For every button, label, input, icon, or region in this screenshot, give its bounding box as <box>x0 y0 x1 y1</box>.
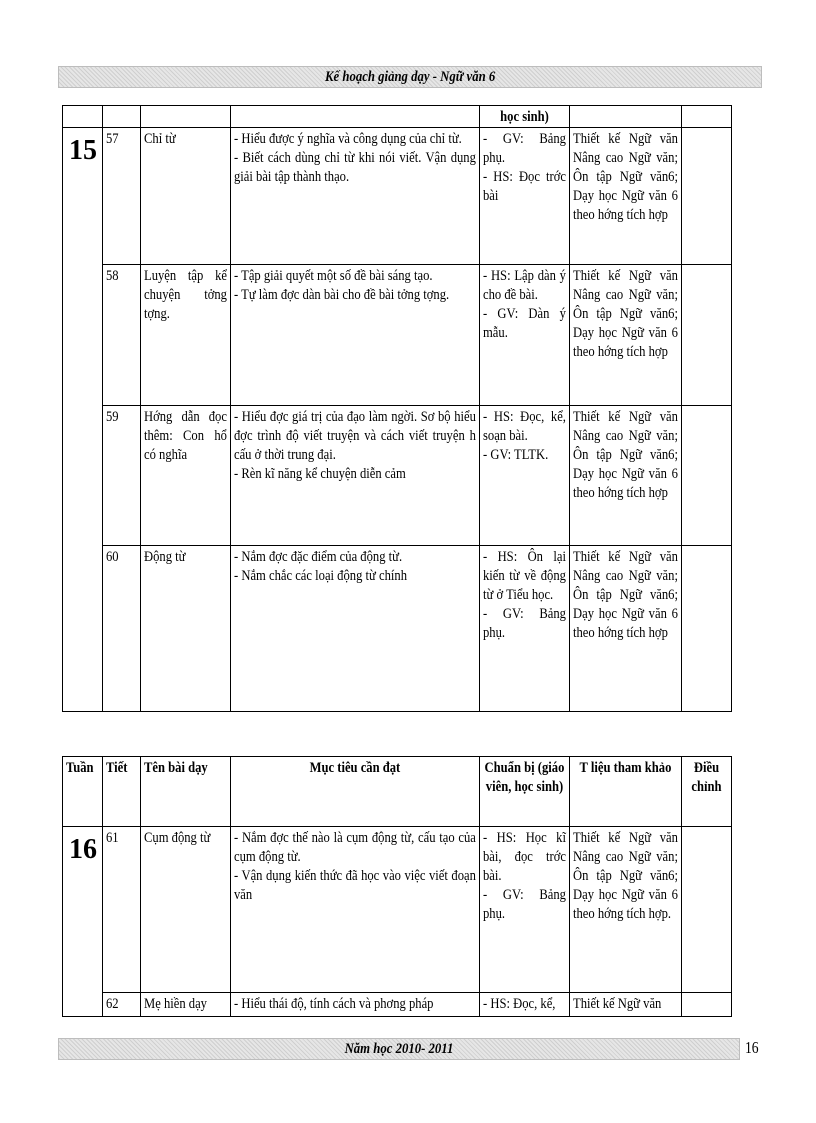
lesson-title: Mẹ hiền dạy <box>144 996 207 1012</box>
lesson-objectives: - Hiểu thái độ, tính cách và phơng pháp <box>234 996 434 1012</box>
lesson-title: Chỉ từ <box>144 131 176 147</box>
table-row <box>63 827 732 993</box>
lesson-preparation: - HS: Đọc, kể, soạn bài. - GV: TLTK. <box>483 409 566 463</box>
reference-materials: Thiết kế Ngữ văn Nâng cao Ngữ văn; Ôn tập Ngữ văn6; Dạy học Ngữ văn 6 theo hớng tích hợp <box>573 268 678 360</box>
lesson-preparation: - HS: Đọc, kể, <box>483 996 556 1012</box>
lesson-plan-table-week-15 <box>62 105 732 712</box>
footer-school-year: Năm học 2010- 2011 <box>344 1040 454 1057</box>
lesson-objectives: - Hiểu được ý nghĩa và công dụng của chỉ từ. - Biết cách dùng chỉ từ khi nói viết. Vận dụng giải bài tập thành thạo. <box>234 131 476 185</box>
page-footer-band <box>58 1038 740 1060</box>
page-number: 16 <box>745 1038 759 1057</box>
week-number: 15 <box>69 135 97 166</box>
period-number: 58 <box>106 268 119 284</box>
lesson-title: Động từ <box>144 549 186 565</box>
table-row <box>63 128 732 265</box>
lesson-title: Cụm động từ <box>144 830 211 846</box>
column-header-objectives: Mục tiêu cần đạt <box>309 760 401 776</box>
lesson-objectives: - Nắm đợc thế nào là cụm động từ, cấu tạo của cụm động từ. - Vận dụng kiến thức đã học vào việc viết đoạn văn <box>234 830 476 903</box>
lesson-preparation: - GV: Bảng phụ. - HS: Đọc trớc bài <box>483 131 566 204</box>
lesson-objectives: - Nắm đợc đặc điểm của động từ. - Nắm chắc các loại động từ chính <box>234 549 408 584</box>
column-header-references: T liệu tham khảo <box>579 760 672 776</box>
lesson-title: Hớng dẫn đọc thêm: Con hổ có nghĩa <box>144 409 227 463</box>
period-number: 59 <box>106 409 119 425</box>
lesson-objectives: - Hiểu đợc giá trị của đạo làm ngời. Sơ bộ hiểu đợc trình độ viết truyện và cách viết truyện h cấu ở thời trung đại. - Rèn kĩ năng kể chuyện diễn cảm <box>234 409 476 482</box>
lesson-preparation: - HS: Ôn lại kiến từ về động từ ở Tiểu học. - GV: Bảng phụ. <box>483 549 566 641</box>
page-header-band <box>58 66 762 88</box>
column-header-period: Tiết <box>106 760 128 776</box>
page-header-title: Kế hoạch giảng dạy - Ngữ văn 6 <box>324 68 496 85</box>
column-header-lesson-title: Tên bài dạy <box>144 760 208 776</box>
reference-materials: Thiết kế Ngữ văn <box>573 996 662 1012</box>
table-row <box>63 993 732 1017</box>
table-row <box>63 106 732 128</box>
lesson-plan-table-week-16 <box>62 756 732 1017</box>
lesson-title: Luyện tập kể chuyện tởng tợng. <box>144 268 227 322</box>
period-number: 62 <box>106 996 119 1012</box>
period-number: 57 <box>106 131 119 147</box>
lesson-preparation: - HS: Học kĩ bài, đọc trớc bài. - GV: Bảng phụ. <box>483 830 566 922</box>
reference-materials: Thiết kế Ngữ văn Nâng cao Ngữ văn; Ôn tập Ngữ văn6; Dạy học Ngữ văn 6 theo hớng tích hợp <box>573 131 678 223</box>
reference-materials: Thiết kế Ngữ văn Nâng cao Ngữ văn; Ôn tập Ngữ văn6; Dạy học Ngữ văn 6 theo hớng tích hợp. <box>573 830 678 922</box>
column-header-adjustment: Điều chỉnh <box>691 760 722 795</box>
continued-header-text: học sinh) <box>500 109 549 125</box>
table-row <box>63 265 732 406</box>
reference-materials: Thiết kế Ngữ văn Nâng cao Ngữ văn; Ôn tập Ngữ văn6; Dạy học Ngữ văn 6 theo hớng tích hợp <box>573 549 678 641</box>
table-header-row <box>63 757 732 827</box>
lesson-objectives: - Tập giải quyết một số đề bài sáng tạo. - Tự làm đợc dàn bài cho đề bài tởng tợng. <box>234 268 450 303</box>
column-header-week: Tuần <box>66 760 94 776</box>
table-row <box>63 406 732 546</box>
week-number: 16 <box>69 834 97 865</box>
table-row <box>63 546 732 712</box>
period-number: 60 <box>106 549 119 565</box>
lesson-preparation: - HS: Lập dàn ý cho đề bài. - GV: Dàn ý mẫu. <box>483 268 566 341</box>
reference-materials: Thiết kế Ngữ văn Nâng cao Ngữ văn; Ôn tập Ngữ văn6; Dạy học Ngữ văn 6 theo hớng tích hợp <box>573 409 678 501</box>
column-header-preparation: Chuẩn bị (giáo viên, học sinh) <box>484 760 565 795</box>
period-number: 61 <box>106 830 119 846</box>
